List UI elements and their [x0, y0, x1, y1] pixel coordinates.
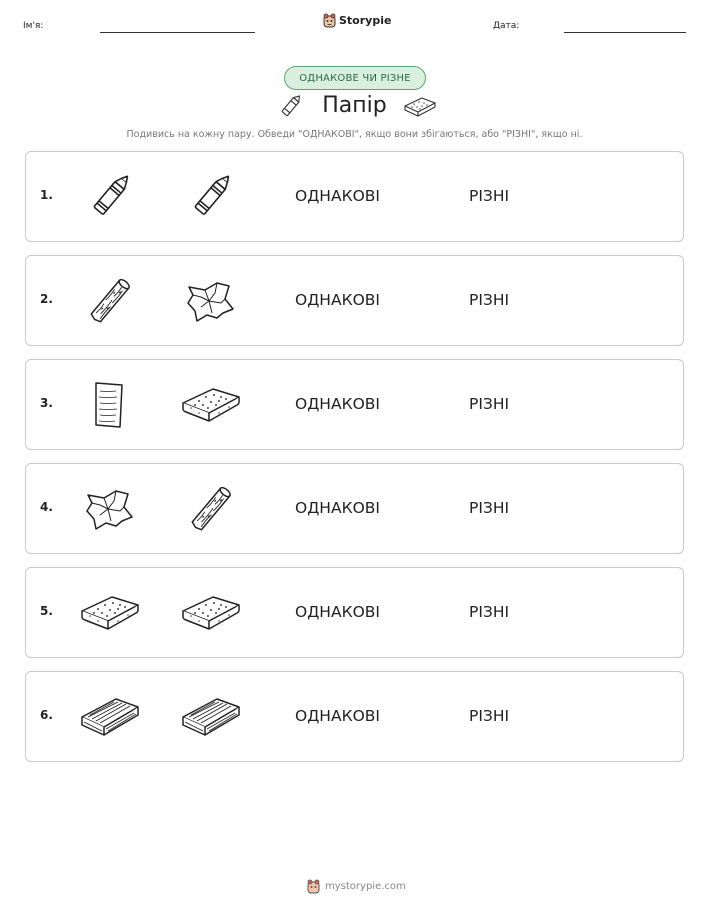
- exercise-row: [25, 671, 684, 762]
- name-field-line[interactable]: [100, 32, 255, 33]
- option-different[interactable]: РІЗНІ: [469, 603, 510, 621]
- sponge-icon: [78, 585, 142, 641]
- date-field-line[interactable]: [564, 32, 686, 33]
- worksheet-header: [0, 0, 709, 50]
- row-number: 2.: [40, 292, 53, 306]
- brand-name: Storypie: [339, 14, 392, 27]
- row-number: 4.: [40, 500, 53, 514]
- crumpled-paper-icon: [78, 481, 142, 537]
- exercise-row: [25, 567, 684, 658]
- paper-sheet-icon: [78, 377, 142, 433]
- page-title: Папір: [322, 93, 387, 118]
- storypie-mascot-icon: [323, 13, 336, 28]
- row-number: 3.: [40, 396, 53, 410]
- exercise-row: [25, 151, 684, 242]
- option-different[interactable]: РІЗНІ: [469, 707, 510, 725]
- option-different[interactable]: РІЗНІ: [469, 499, 510, 517]
- brand-logo: [323, 13, 391, 28]
- option-same[interactable]: ОДНАКОВІ: [295, 707, 380, 725]
- instructions-text: Подивись на кожну пару. Обведи "ОДНАКОВІ", якщо вони збігаються, або "РІЗНІ", якщо ні.: [126, 129, 583, 140]
- name-label: Ім'я:: [23, 21, 44, 31]
- option-different[interactable]: РІЗНІ: [469, 291, 510, 309]
- sponge-icon: [402, 96, 438, 118]
- row-number: 5.: [40, 604, 53, 618]
- option-same[interactable]: ОДНАКОВІ: [295, 291, 380, 309]
- exercise-row: [25, 463, 684, 554]
- sponge-icon: [179, 377, 243, 433]
- row-number: 6.: [40, 708, 53, 722]
- option-same[interactable]: ОДНАКОВІ: [295, 499, 380, 517]
- wood-block-icon: [78, 689, 142, 745]
- option-different[interactable]: РІЗНІ: [469, 187, 510, 205]
- crayon-icon: [179, 169, 243, 225]
- exercise-row: [25, 255, 684, 346]
- option-same[interactable]: ОДНАКОВІ: [295, 603, 380, 621]
- crayon-icon: [78, 169, 142, 225]
- crumpled-paper-icon: [179, 273, 243, 329]
- row-number: 1.: [40, 188, 53, 202]
- storypie-mascot-icon: [307, 879, 320, 894]
- option-different[interactable]: РІЗНІ: [469, 395, 510, 413]
- date-label: Дата:: [493, 21, 520, 31]
- wood-block-icon: [179, 689, 243, 745]
- exercise-row: [25, 359, 684, 450]
- wood-stick-icon: [78, 273, 142, 329]
- wood-stick-icon: [179, 481, 243, 537]
- option-same[interactable]: ОДНАКОВІ: [295, 187, 380, 205]
- footer: [307, 879, 406, 894]
- footer-url[interactable]: mystorypie.com: [325, 881, 406, 892]
- sponge-icon: [179, 585, 243, 641]
- worksheet-type-badge: ОДНАКОВЕ ЧИ РІЗНЕ: [284, 66, 426, 90]
- option-same[interactable]: ОДНАКОВІ: [295, 395, 380, 413]
